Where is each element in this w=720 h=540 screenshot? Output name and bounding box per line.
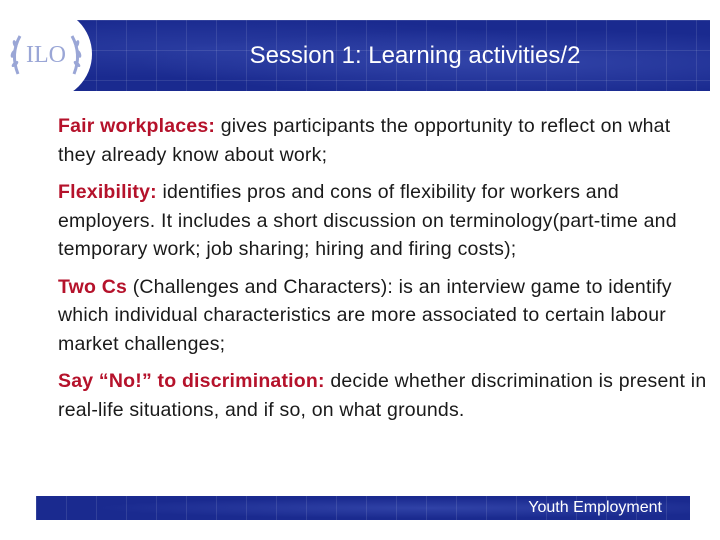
item-text: : is an interview game to identify which individual characteristics are more associated to certain labour market challenges; xyxy=(58,275,672,355)
item-heading: Fair workplaces: xyxy=(58,115,216,137)
item-fair-workplaces xyxy=(58,112,708,169)
logo-text: ILO xyxy=(26,42,66,68)
item-subtitle: (Challenges and Characters) xyxy=(127,275,388,298)
slide-title: Session 1: Learning activities/2 xyxy=(249,42,581,69)
footer-label: Youth Employment xyxy=(528,499,662,516)
item-text: gives participants the opportunity to reflect on what they already know about work; xyxy=(58,115,671,166)
footer-banner xyxy=(36,496,690,520)
item-flexibility xyxy=(58,178,708,264)
content-body xyxy=(58,112,708,433)
item-two-cs xyxy=(58,273,708,359)
item-heading: Say “No!” to discrimination: xyxy=(58,370,325,392)
item-text: identifies pros and cons of flexibility for workers and employers. It includes a short discussion on terminology(part-time and temporary work; job sharing; hiring and firing costs); xyxy=(58,181,677,260)
item-text: decide whether discrimination is present in real-life situations, and if so, on what grounds. xyxy=(58,370,707,421)
item-heading: Flexibility: xyxy=(58,181,157,203)
ilo-logo-icon xyxy=(4,12,88,96)
item-heading: Two Cs xyxy=(58,275,128,298)
item-discrimination xyxy=(58,367,708,424)
